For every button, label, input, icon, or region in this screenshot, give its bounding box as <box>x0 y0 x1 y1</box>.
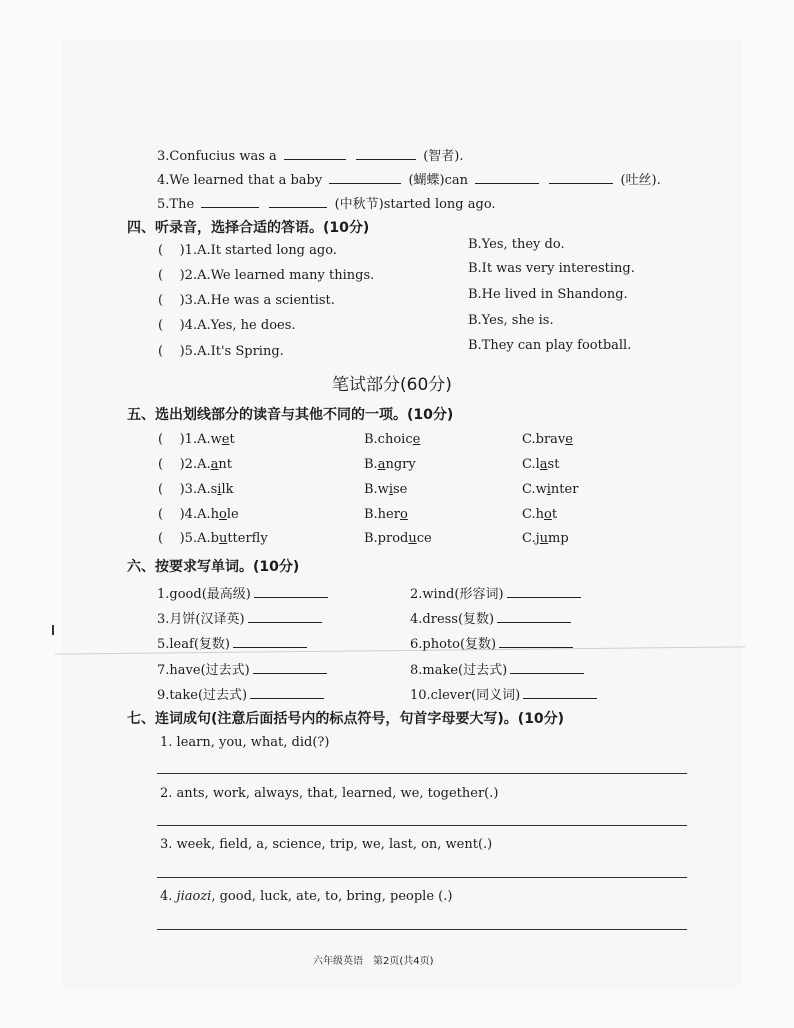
item-number: )1.A. <box>179 432 211 447</box>
underlined-letter: a <box>539 457 548 472</box>
word-part: se <box>393 482 408 497</box>
s6-item-2 <box>410 583 584 602</box>
item-number: 2. <box>160 786 173 801</box>
answer-line[interactable] <box>157 773 687 774</box>
word-prompt: 5.leaf(复数) <box>157 637 230 652</box>
s4-item-3: ( )3.A.He was a scientist. <box>158 293 335 308</box>
option-c <box>522 482 578 497</box>
answer-blank[interactable] <box>254 585 328 598</box>
s6-item-3 <box>157 608 325 627</box>
s7-item-1 <box>160 735 329 750</box>
option-a: )1.A.It started long ago. <box>179 243 337 258</box>
s5-option-b <box>364 482 407 497</box>
option-c <box>522 531 569 546</box>
word-part: B.w <box>364 482 389 497</box>
item-number: )2.A. <box>179 457 211 472</box>
word-part: t <box>551 507 558 522</box>
word-prompt: 8.make(过去式) <box>410 663 508 678</box>
word-list: week, field, a, science, trip, we, last, on, went(.) <box>176 837 493 852</box>
s5-option-c <box>522 432 573 447</box>
option-b: B.Yes, they do. <box>468 237 565 252</box>
option-b: B.Yes, she is. <box>468 313 554 328</box>
option-b: B.He lived in Shandong. <box>468 287 628 302</box>
underlined-letter: i <box>217 482 222 497</box>
answer-line[interactable] <box>157 825 687 826</box>
s6-item-8 <box>410 659 587 678</box>
option-c <box>522 457 559 472</box>
answer-blank[interactable] <box>510 661 584 674</box>
s5-item-5: ( )5.A.butterfly <box>158 531 268 546</box>
s6-item-4 <box>410 608 574 627</box>
word-part: t <box>229 432 235 447</box>
s5-option-c <box>522 507 557 522</box>
word-part: tterfly <box>227 531 268 546</box>
option-b <box>364 457 416 472</box>
s4-item-4: ( )4.A.Yes, he does. <box>158 318 296 333</box>
word-list: ants, work, always, that, learned, we, together(.) <box>176 786 499 801</box>
underlined-letter: i <box>546 482 551 497</box>
option-a: )4.A.Yes, he does. <box>179 318 296 333</box>
fill-item-5 <box>157 193 496 212</box>
underlined-letter: i <box>388 482 393 497</box>
answer-blank[interactable] <box>248 610 322 623</box>
s5-option-b <box>364 432 420 447</box>
underlined-letter: e <box>565 432 573 447</box>
fill-item-text: 4.We learned that a baby <box>157 173 323 188</box>
word-part: h <box>210 507 219 522</box>
answer-blank[interactable] <box>284 147 346 160</box>
s4-item-1: ( )1.A.It started long ago. <box>158 243 337 258</box>
answer-blank[interactable] <box>233 635 307 648</box>
option-b <box>364 531 432 546</box>
option-a <box>211 531 268 546</box>
option-a <box>211 457 232 472</box>
s5-option-b <box>364 457 416 472</box>
word-part: nt <box>218 457 232 472</box>
word-part: B.prod <box>364 531 409 546</box>
word-part: C.w <box>522 482 547 497</box>
s6-item-1 <box>157 583 331 602</box>
s6-item-5 <box>157 633 310 652</box>
answer-blank[interactable] <box>356 147 416 160</box>
word-part: B.her <box>364 507 400 522</box>
s7-item-2 <box>160 786 498 801</box>
s7-item-4 <box>160 889 452 904</box>
option-b: B.It was very interesting. <box>468 261 635 276</box>
word-part: C.brav <box>522 432 566 447</box>
word-part: C.h <box>522 507 544 522</box>
answer-blank[interactable] <box>201 195 259 208</box>
fill-item-hint: (吐丝). <box>620 173 661 188</box>
answer-blank[interactable] <box>253 661 327 674</box>
underlined-letter: o <box>544 507 552 522</box>
word-prompt: 2.wind(形容词) <box>410 587 504 602</box>
section-5-heading: 五、选出划线部分的读音与其他不同的一项。(10分) <box>127 407 454 423</box>
word-list: learn, you, what, did(?) <box>176 735 330 750</box>
answer-blank[interactable] <box>329 171 401 184</box>
word-prompt: 9.take(过去式) <box>157 688 248 703</box>
word-prompt: 6.photo(复数) <box>410 637 497 652</box>
option-c <box>522 432 573 447</box>
word-part: le <box>226 507 239 522</box>
option-b <box>364 432 420 447</box>
answer-blank[interactable] <box>497 610 571 623</box>
option-a: )3.A.He was a scientist. <box>179 293 335 308</box>
option-a <box>211 507 239 522</box>
scan-mark <box>52 625 54 635</box>
fill-item-hint: (蝴蝶)can <box>408 173 469 188</box>
underlined-letter: e <box>412 432 421 447</box>
word-prompt: 10.clever(同义词) <box>410 688 521 703</box>
s4-item-2: ( )2.A.We learned many things. <box>158 268 375 283</box>
word-prompt: 3.月饼(汉译英) <box>157 612 245 627</box>
option-c <box>522 507 557 522</box>
fill-item-hint: (智者). <box>423 149 464 164</box>
section-7-heading: 七、连词成句(注意后面括号内的标点符号，句首字母要大写)。(10分) <box>127 711 565 727</box>
underlined-letter: u <box>218 531 228 546</box>
s7-item-3 <box>160 837 492 852</box>
word-prompt: 7.have(过去式) <box>157 663 250 678</box>
underlined-letter: a <box>377 457 386 472</box>
item-number: )3.A. <box>179 482 211 497</box>
answer-line[interactable] <box>157 877 687 878</box>
s5-item-4: ( )4.A.hole <box>158 507 239 522</box>
underlined-letter: a <box>210 457 219 472</box>
item-number: 3. <box>160 837 173 852</box>
fill-item-text: 3.Confucius was a <box>157 149 277 164</box>
option-a <box>211 482 234 497</box>
fill-item-hint: (中秋节)started long ago. <box>334 197 496 212</box>
answer-blank[interactable] <box>523 686 597 699</box>
fill-item-3 <box>157 145 463 164</box>
word-list: , good, luck, ate, to, bring, people (.) <box>211 889 453 904</box>
word-part: B.choic <box>364 432 413 447</box>
item-number: )4.A. <box>179 507 211 522</box>
s5-option-c <box>522 482 578 497</box>
s4-item-5: ( )5.A.It's Spring. <box>158 344 284 359</box>
word-part: C.l <box>522 457 540 472</box>
word-part: mp <box>548 531 569 546</box>
s6-item-10 <box>410 684 600 703</box>
item-number: )5.A. <box>179 531 211 546</box>
section-6-heading: 六、按要求写单词。(10分) <box>127 559 300 575</box>
underlined-letter: o <box>399 507 408 522</box>
s5-option-b <box>364 507 408 522</box>
s5-option-c <box>522 457 559 472</box>
item-number: 1. <box>160 735 173 750</box>
word-part: ngry <box>385 457 416 472</box>
s5-item-1: ( )1.A.wet <box>158 432 235 447</box>
option-a <box>211 432 235 447</box>
word-part: s <box>210 482 218 497</box>
answer-blank[interactable] <box>269 195 327 208</box>
answer-line[interactable] <box>157 929 687 930</box>
italic-word: jiaozi <box>176 889 212 904</box>
word-part: lk <box>221 482 234 497</box>
word-part: ce <box>416 531 432 546</box>
answer-blank[interactable] <box>499 635 573 648</box>
word-part: b <box>210 531 219 546</box>
option-a: )2.A.We learned many things. <box>179 268 375 283</box>
s5-item-2: ( )2.A.ant <box>158 457 232 472</box>
answer-blank[interactable] <box>549 171 613 184</box>
word-part: nter <box>550 482 579 497</box>
underlined-letter: e <box>221 432 230 447</box>
written-part-title: 笔试部分(60分) <box>332 375 452 395</box>
word-prompt: 4.dress(复数) <box>410 612 495 627</box>
s6-item-7 <box>157 659 330 678</box>
s5-option-b <box>364 531 432 546</box>
option-b: B.They can play football. <box>468 338 632 353</box>
word-part: C.j <box>522 531 540 546</box>
page-footer: 六年级英语 第2页(共4页) <box>313 956 434 967</box>
underlined-letter: u <box>539 531 549 546</box>
s6-item-9 <box>157 684 327 703</box>
option-a: )5.A.It's Spring. <box>179 344 284 359</box>
option-b <box>364 507 408 522</box>
section-4-heading: 四、听录音，选择合适的答语。(10分) <box>127 220 370 236</box>
word-part: B. <box>364 457 378 472</box>
s5-option-c <box>522 531 569 546</box>
answer-blank[interactable] <box>250 686 324 699</box>
item-number: 4. <box>160 889 173 904</box>
word-part: st <box>547 457 560 472</box>
s5-item-3: ( )3.A.silk <box>158 482 234 497</box>
fill-item-4 <box>157 169 661 188</box>
word-part: w <box>210 432 222 447</box>
fill-item-text: 5.The <box>157 197 195 212</box>
underlined-letter: u <box>408 531 417 546</box>
s6-item-6 <box>410 633 576 652</box>
option-b <box>364 482 407 497</box>
answer-blank[interactable] <box>475 171 539 184</box>
underlined-letter: o <box>218 507 227 522</box>
answer-blank[interactable] <box>507 585 581 598</box>
word-prompt: 1.good(最高级) <box>157 587 251 602</box>
